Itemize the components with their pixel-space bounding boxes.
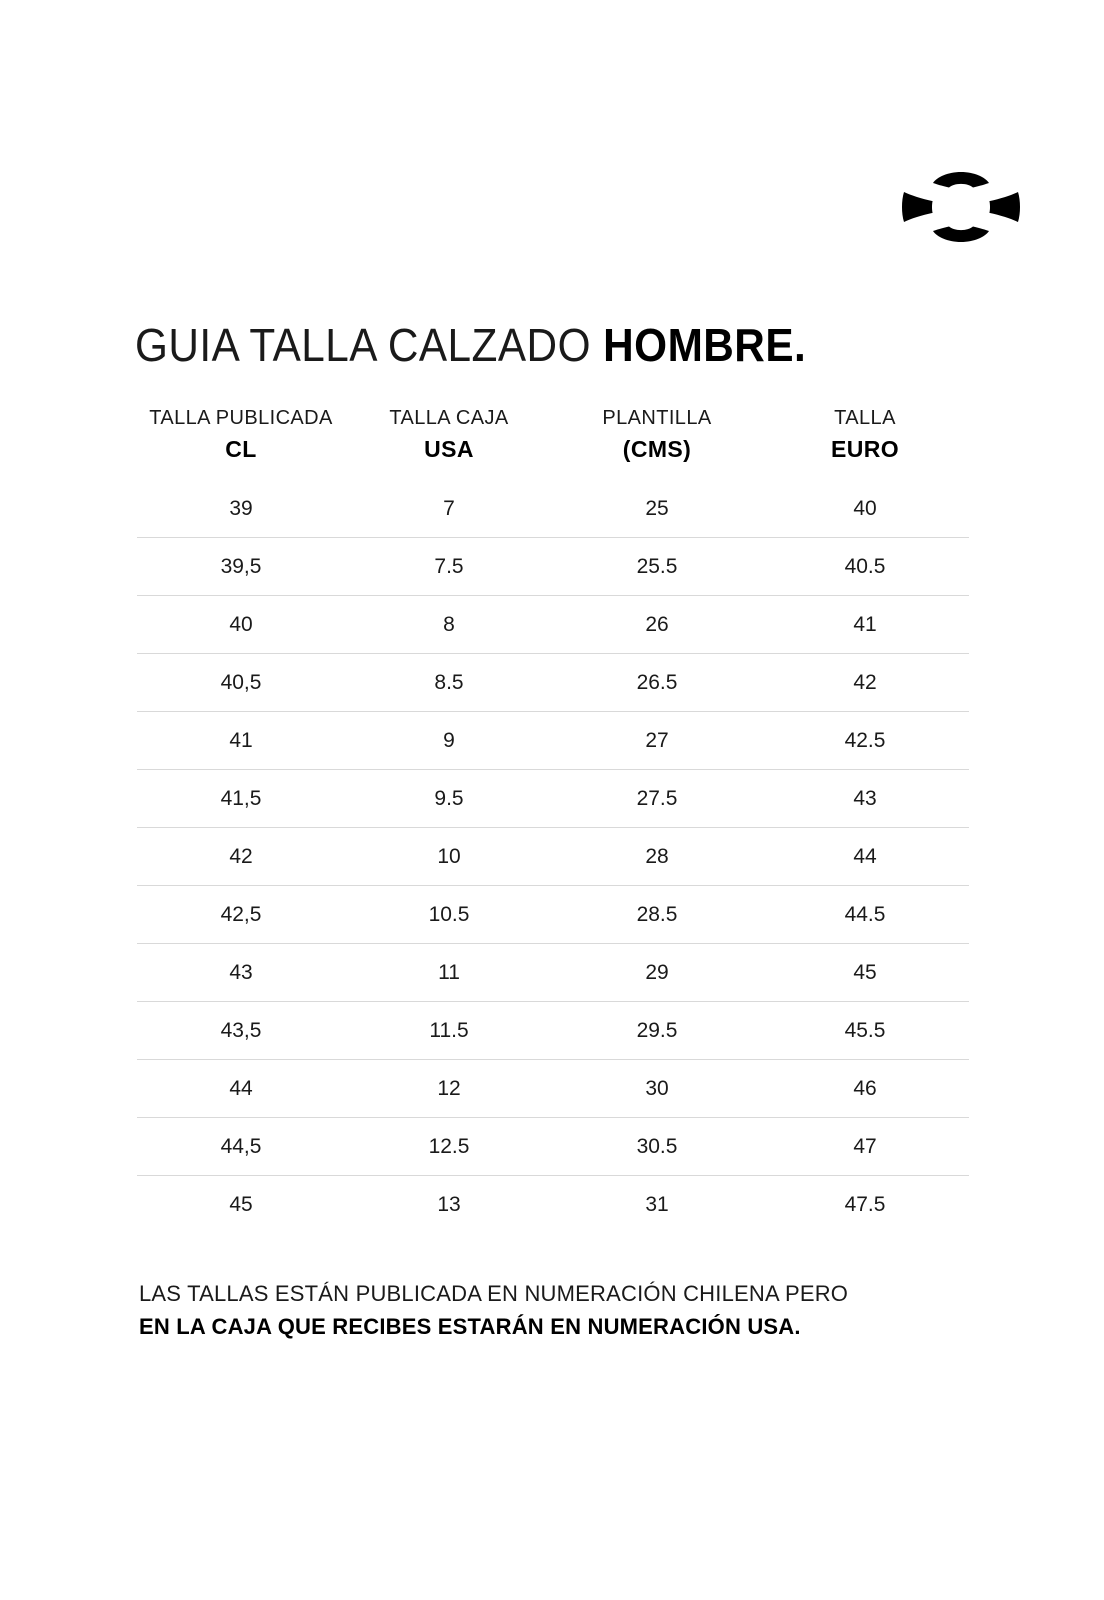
column-header-usa-top: TALLA CAJA — [389, 407, 509, 429]
cell-usa: 9 — [345, 712, 553, 770]
column-header-euro-top: TALLA — [834, 407, 896, 429]
cell-euro: 44 — [761, 828, 969, 886]
cell-cms: 25 — [553, 480, 761, 538]
column-header-cms-bottom: (CMS) — [622, 436, 692, 462]
cell-cl: 43,5 — [137, 1002, 345, 1060]
cell-usa: 10 — [345, 828, 553, 886]
cell-euro: 40.5 — [761, 538, 969, 596]
column-header-usa-bottom: USA — [424, 436, 474, 462]
table-row — [137, 886, 969, 944]
cell-euro: 47 — [761, 1118, 969, 1176]
table-row — [137, 596, 969, 654]
table-row — [137, 1060, 969, 1118]
column-header-cl — [137, 405, 345, 480]
cell-usa: 8 — [345, 596, 553, 654]
page-title-light: GUIA TALLA CALZADO — [135, 318, 591, 371]
cell-euro: 46 — [761, 1060, 969, 1118]
table-row — [137, 1176, 969, 1234]
cell-usa: 8.5 — [345, 654, 553, 712]
table-row — [137, 654, 969, 712]
page-title — [135, 319, 806, 371]
cell-usa: 7 — [345, 480, 553, 538]
table-row — [137, 1002, 969, 1060]
cell-cms: 27.5 — [553, 770, 761, 828]
cell-cms: 30.5 — [553, 1118, 761, 1176]
column-header-cl-bottom: CL — [225, 436, 257, 462]
cell-usa: 13 — [437, 1192, 461, 1216]
cell-cl: 41,5 — [137, 770, 345, 828]
size-table-container — [137, 405, 969, 1233]
column-header-cms — [553, 405, 761, 480]
column-header-euro — [761, 405, 969, 480]
header-row — [137, 405, 969, 480]
cell-cl: 42,5 — [137, 886, 345, 944]
cell-euro: 40 — [761, 480, 969, 538]
under-armour-logo — [902, 168, 1020, 246]
cell-cms: 30 — [553, 1060, 761, 1118]
cell-euro: 44.5 — [761, 886, 969, 944]
cell-cms: 28 — [553, 828, 761, 886]
table-row — [137, 770, 969, 828]
cell-cms: 29 — [553, 944, 761, 1002]
cell-cms: 25.5 — [553, 538, 761, 596]
cell-cms: 28.5 — [553, 886, 761, 944]
cell-cl: 44 — [137, 1060, 345, 1118]
size-table-body — [137, 480, 969, 1233]
cell-usa: 7.5 — [345, 538, 553, 596]
cell-usa: 11.5 — [345, 1002, 553, 1060]
cell-euro: 45.5 — [761, 1002, 969, 1060]
cell-usa: 12.5 — [345, 1118, 553, 1176]
size-table-header — [137, 405, 969, 480]
table-row — [137, 538, 969, 596]
cell-usa: 12 — [345, 1060, 553, 1118]
page-title-bold: HOMBRE. — [603, 318, 807, 371]
cell-cl: 42 — [137, 828, 345, 886]
cell-cl: 41 — [137, 712, 345, 770]
column-header-euro-bottom: EURO — [830, 436, 900, 462]
column-header-cms-top: PLANTILLA — [602, 407, 712, 429]
column-header-cl-top: TALLA PUBLICADA — [149, 407, 333, 429]
cell-usa: 9.5 — [345, 770, 553, 828]
cell-cl: 40 — [137, 596, 345, 654]
cell-euro: 42.5 — [761, 712, 969, 770]
cell-cms: 26 — [553, 596, 761, 654]
footer-note — [139, 1277, 999, 1343]
cell-cms: 27 — [553, 712, 761, 770]
table-row — [137, 944, 969, 1002]
footer-note-line-1: LAS TALLAS ESTÁN PUBLICADA EN NUMERACIÓN CHILENA PERO — [139, 1281, 849, 1306]
cell-usa: 11 — [345, 944, 553, 1002]
cell-euro: 45 — [761, 944, 969, 1002]
cell-cl: 39,5 — [137, 538, 345, 596]
cell-cl: 39 — [137, 480, 345, 538]
cell-euro: 47.5 — [844, 1192, 886, 1216]
cell-euro: 41 — [761, 596, 969, 654]
cell-cl: 43 — [137, 944, 345, 1002]
table-row — [137, 1118, 969, 1176]
table-row — [137, 712, 969, 770]
cell-usa: 10.5 — [345, 886, 553, 944]
table-row — [137, 480, 969, 538]
size-table — [137, 405, 969, 1233]
cell-euro: 43 — [761, 770, 969, 828]
cell-cms: 29.5 — [553, 1002, 761, 1060]
cell-cl: 40,5 — [137, 654, 345, 712]
cell-cms: 26.5 — [553, 654, 761, 712]
cell-cl: 45 — [229, 1192, 253, 1216]
table-row — [137, 828, 969, 886]
cell-cl: 44,5 — [137, 1118, 345, 1176]
footer-note-line-2: EN LA CAJA QUE RECIBES ESTARÁN EN NUMERACIÓN USA. — [139, 1314, 801, 1339]
cell-euro: 42 — [761, 654, 969, 712]
cell-cms: 31 — [645, 1192, 669, 1216]
column-header-usa — [345, 405, 553, 480]
